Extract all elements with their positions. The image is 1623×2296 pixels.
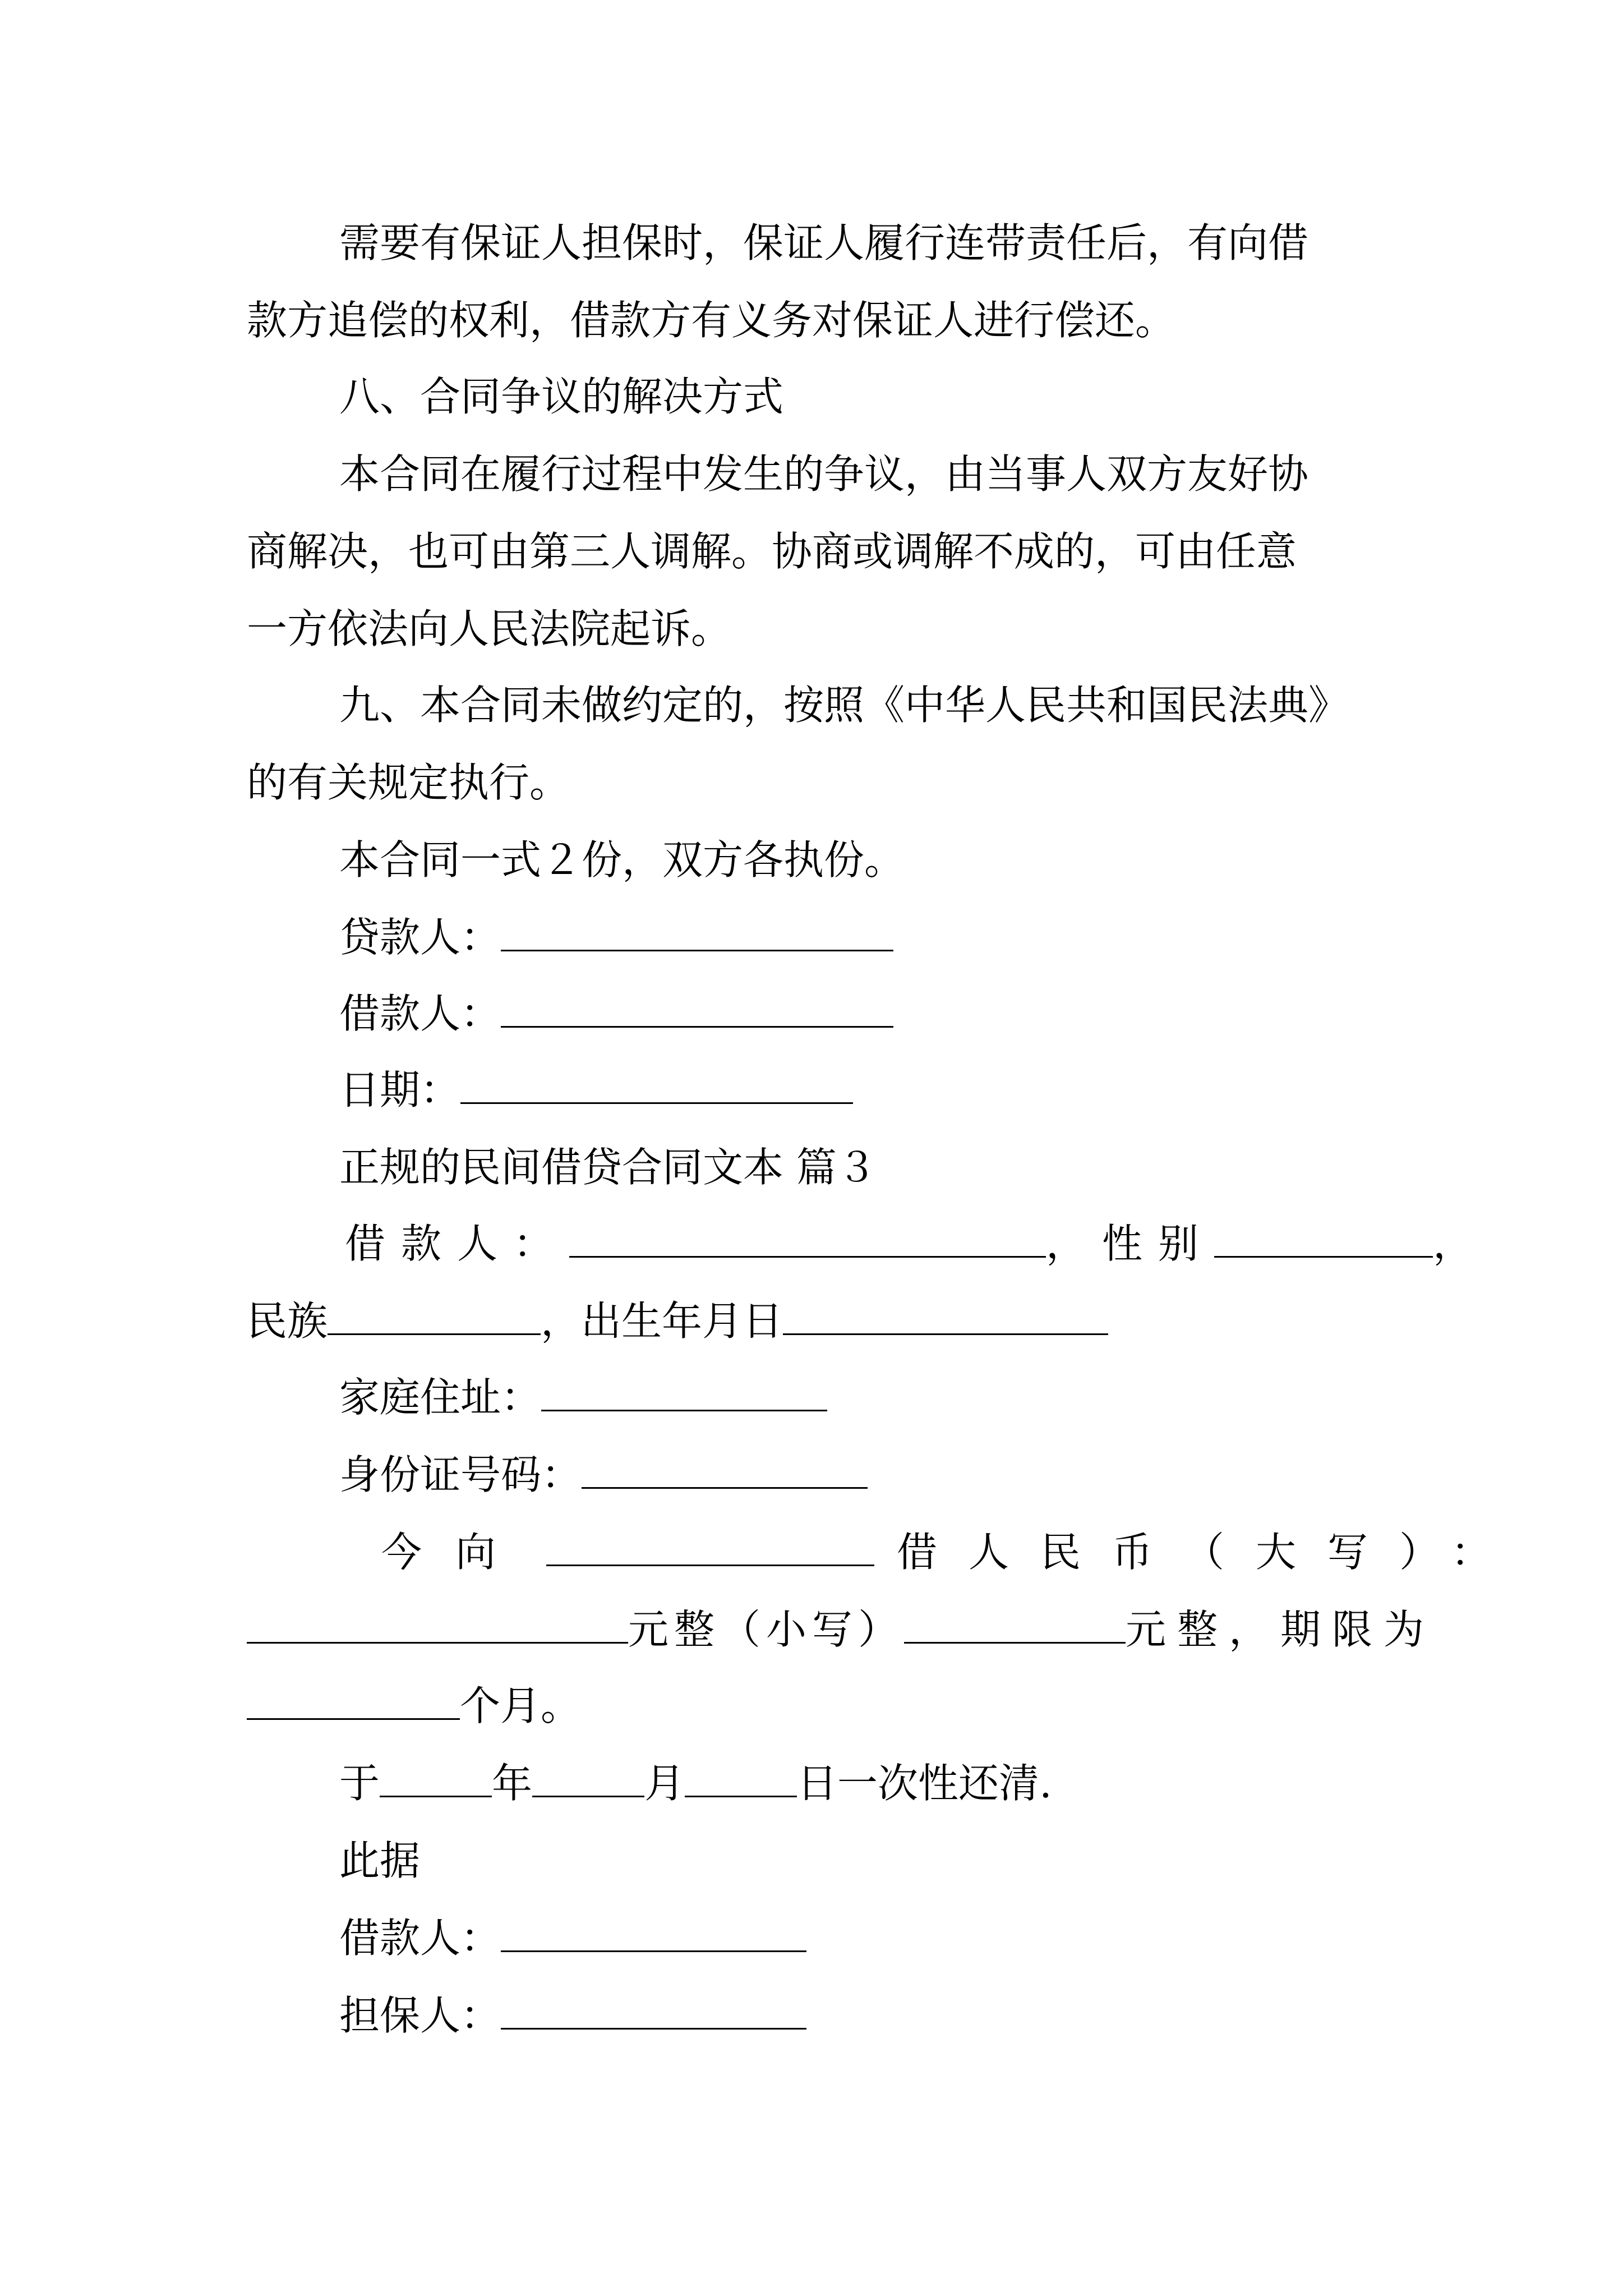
loan-amount-line-2 [247,1604,1435,1655]
punct: ， [1433,1220,1474,1267]
label: 身份证号码： [339,1451,582,1498]
paragraph-dispute-line-3 [247,604,731,654]
label: 元整（小写） [628,1606,905,1653]
label: 借款人： [345,1220,570,1267]
paragraph-civil-code-line-1 [339,680,1349,730]
paragraph-dispute-line-1 [339,449,1308,499]
label: 年 [492,1760,533,1807]
date-blank[interactable] [460,1068,853,1104]
label: 日期： [339,1066,461,1114]
repay-day-blank[interactable] [685,1761,797,1797]
id-line [339,1450,868,1500]
heading-text: 八、合同争议的解决方式 [339,373,784,420]
label: 月 [644,1760,685,1807]
paragraph-dispute-line-2 [247,526,1297,577]
birthdate-blank[interactable] [783,1299,1108,1335]
label: 借人民币（大写）： [897,1529,1523,1576]
label: 家庭住址： [339,1374,542,1421]
amount-small-blank[interactable] [904,1607,1126,1644]
repayment-date-line [339,1758,1052,1809]
text: 需要有保证人担保时，保证人履行连带责任后，有向借 [339,219,1309,266]
final-guarantor-signature-line [339,1990,806,2041]
lender-name-blank[interactable] [546,1530,874,1566]
ethnicity-blank[interactable] [328,1299,541,1335]
repay-year-blank[interactable] [380,1761,492,1797]
label: 民族 [247,1297,328,1345]
lender-blank[interactable] [501,915,893,951]
paragraph-guarantor-line-2 [247,295,1175,346]
text: 商解决，也可由第三人调解。协商或调解不成的，可由任意 [247,528,1297,575]
section-heading-8 [339,371,783,422]
loan-amount-line-3 [247,1681,581,1731]
text: 九、本合同未做约定的，按照《中华人民共和国民法典》 [339,682,1349,729]
title-text: 正规的民间借贷合同文本 篇３ [339,1144,877,1191]
text: 款方追偿的权利，借款方有义务对保证人进行偿还。 [247,297,1176,344]
loan-amount-line-1 [381,1527,1523,1577]
paragraph-civil-code-line-2 [247,757,570,808]
amount-capital-blank[interactable] [247,1607,628,1644]
copies-line [339,835,905,885]
text: 一方依法向人民法院起诉。 [247,605,732,652]
repay-month-blank[interactable] [532,1761,644,1797]
address-blank[interactable] [541,1375,827,1411]
address-line [339,1372,827,1423]
date-line [339,1065,853,1115]
label: 借款人： [339,990,501,1037]
text: 本合同在履行过程中发生的争议，由当事人双方友好协 [339,450,1309,498]
label: ，出生年月日 [541,1297,783,1345]
paragraph-guarantor-line-1 [339,218,1308,268]
term-months-blank[interactable] [247,1683,460,1720]
borrower-blank[interactable] [501,991,893,1028]
borrower-info-line-2 [247,1296,1108,1346]
label: ，性别 [1046,1220,1215,1267]
borrower-name-blank[interactable] [569,1221,1046,1258]
final-borrower-signature-line [339,1913,806,1963]
label: 借款人： [339,1915,501,1962]
gender-blank[interactable] [1214,1221,1433,1258]
final-guarantor-blank[interactable] [501,1993,806,2030]
final-borrower-blank[interactable] [501,1916,806,1952]
text: 的有关规定执行。 [247,759,570,806]
lender-signature-line [339,912,893,963]
text: 此据 [339,1837,421,1884]
borrower-info-line-1 [345,1218,1473,1269]
label: 元整，期限为 [1126,1606,1436,1653]
label: 今向 [381,1529,530,1576]
ci-ju-line [339,1835,420,1886]
id-blank[interactable] [582,1452,868,1489]
section-3-title [339,1142,877,1193]
text: 本合同一式２份，双方各执份。 [339,836,905,884]
label: 日一次性还清. [797,1760,1052,1807]
borrower-signature-line [339,988,893,1039]
label: 个月。 [460,1682,582,1729]
label: 于 [339,1760,380,1807]
label: 担保人： [339,1992,501,2039]
label: 贷款人： [339,914,501,961]
